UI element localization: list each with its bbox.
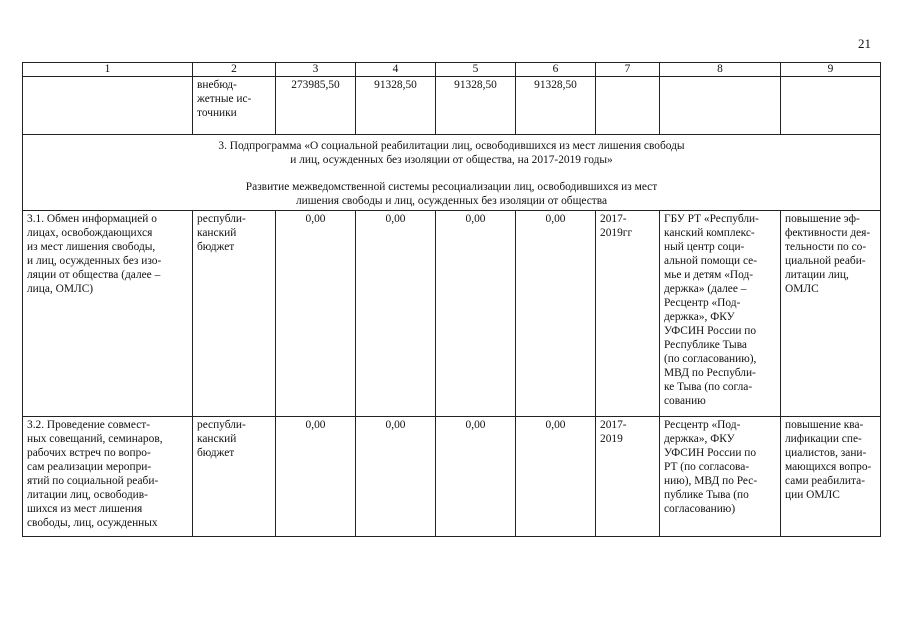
amount-2018-cell: 0,00 xyxy=(436,417,516,537)
amount-2017-cell: 0,00 xyxy=(356,417,436,537)
subprogram-title-cont: и лиц, осужденных без изоляции от общества, на 2017-2019 годы» xyxy=(290,154,613,166)
measure-cell: 3.1. Обмен информацией о лицах, освобождающихся из мест лишения свободы, и лиц, осужденных без изо- ляции от общества (далее – лица, ОМЛС) xyxy=(23,211,193,417)
column-number: 6 xyxy=(516,63,596,77)
period-cell xyxy=(596,77,660,135)
column-number: 2 xyxy=(193,63,276,77)
executors-cell: Ресцентр «Под- держка», ФКУ УФСИН России по РТ (по согласова- нию), МВД по Рес- публике Тыва (по согласованию) xyxy=(660,417,781,537)
amount-2018-cell: 0,00 xyxy=(436,211,516,417)
executors-cell: ГБУ РТ «Республи- канский комплекс- ный центр соци- альной помощи се- мье и детям «Под- держка» (далее – Ресцентр «Под- держка», ФКУ УФСИН России по Республике Тыва (по согласованию), МВД по Республи- ке Тыва (по согла- сованию xyxy=(660,211,781,417)
funding-source-cell: республи- канский бюджет xyxy=(193,211,276,417)
amount-total-cell: 0,00 xyxy=(276,417,356,537)
amount-2019-cell: 0,00 xyxy=(516,211,596,417)
subprogram-title: 3. Подпрограмма «О социальной реабилитации лиц, освободившихся из мест лишения свободы xyxy=(218,140,685,152)
table-row xyxy=(23,211,881,417)
result-cell: повышение эф- фективности дея- тельности по со- циальной реаби- литации лиц, ОМЛС xyxy=(781,211,881,417)
measure-cell: 3.2. Проведение совмест- ных совещаний, семинаров, рабочих встреч по вопро- сам реализации меропри- ятий по социальной реаби- литации лиц, освободив- шихся из мест лишения свободы, лиц, осужденных xyxy=(23,417,193,537)
task-title-cont: лишения свободы и лиц, осужденных без изоляции от общества xyxy=(295,195,608,207)
subprogram-heading xyxy=(23,135,881,211)
column-number: 4 xyxy=(356,63,436,77)
table-row-offbudget xyxy=(23,77,881,135)
amount-2017-cell: 0,00 xyxy=(356,211,436,417)
period-cell: 2017- 2019 xyxy=(596,417,660,537)
column-number: 1 xyxy=(23,63,193,77)
column-number: 8 xyxy=(660,63,781,77)
amount-2017-cell: 91328,50 xyxy=(356,77,436,135)
amount-2019-cell: 0,00 xyxy=(516,417,596,537)
column-number: 7 xyxy=(596,63,660,77)
amount-2019-cell: 91328,50 xyxy=(516,77,596,135)
section-row xyxy=(23,135,881,211)
funding-source-cell: внебюд- жетные ис- точники xyxy=(193,77,276,135)
program-table xyxy=(22,62,881,537)
amount-2018-cell: 91328,50 xyxy=(436,77,516,135)
amount-total-cell: 273985,50 xyxy=(276,77,356,135)
page-number: 21 xyxy=(858,36,871,51)
executors-cell xyxy=(660,77,781,135)
measure-cell xyxy=(23,77,193,135)
column-number-row xyxy=(23,63,881,77)
result-cell xyxy=(781,77,881,135)
funding-source-cell: республи- канский бюджет xyxy=(193,417,276,537)
column-number: 3 xyxy=(276,63,356,77)
table-row xyxy=(23,417,881,537)
period-cell: 2017- 2019гг xyxy=(596,211,660,417)
result-cell: повышение ква- лификации спе- циалистов, зани- мающихся вопро- сами реабилита- ции ОМЛС xyxy=(781,417,881,537)
column-number: 5 xyxy=(436,63,516,77)
column-number: 9 xyxy=(781,63,881,77)
amount-total-cell: 0,00 xyxy=(276,211,356,417)
task-title: Развитие межведомственной системы ресоциализации лиц, освободившихся из мест xyxy=(245,181,658,193)
